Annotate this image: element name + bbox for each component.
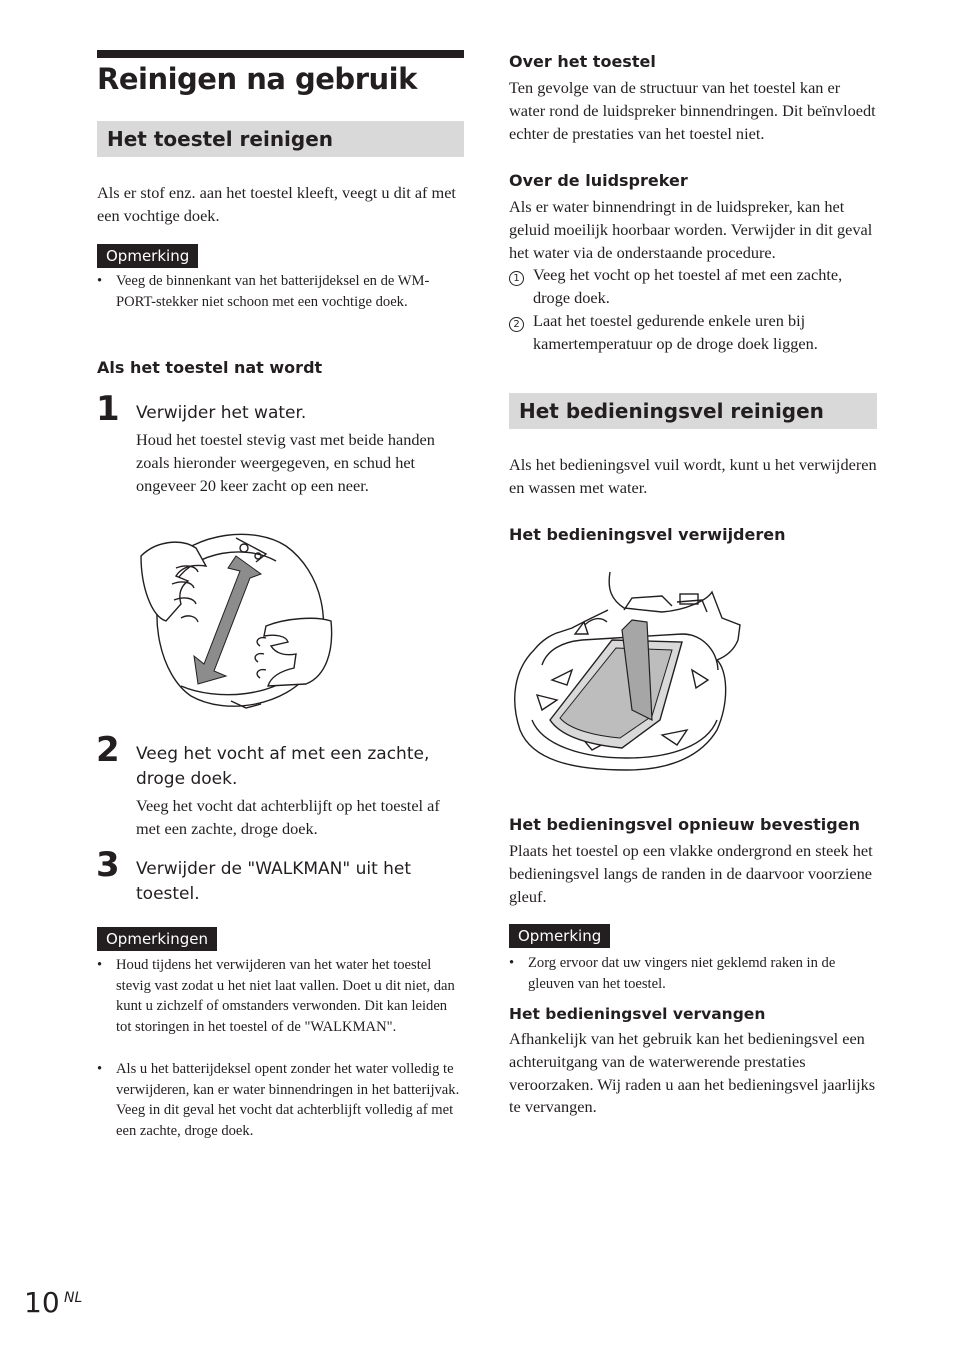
wet-heading: Als het toestel nat wordt — [97, 358, 323, 377]
section-title-device-cleaning: Het toestel reinigen — [97, 121, 464, 157]
speaker-step-1-number: 1 — [509, 271, 524, 286]
device-text: Ten gevolge van de structuur van het toestel kan er water rond de luidspreker binnendringen. Dit beïnvloedt echter de prestaties van het toestel niet. — [509, 78, 876, 143]
notes-bullet-2-text: Als u het batterijdeksel opent zonder het water volledig te verwijderen, kan er water binnendringen in het batterijvak. Veeg in dit geval het vocht dat achterblijft volledig af met een zachte, droge doek. — [116, 1061, 460, 1139]
title-rule — [97, 50, 464, 58]
notes-bullet-2: • Als u het batterijdeksel opent zonder het water volledig te verwijderen, kan er water binnendringen in het batterijvak. Veeg in dit geval het vocht dat achterblijft volledig af met een zachte, droge doek. — [97, 1061, 460, 1139]
step-2-body: Veeg het vocht dat achterblijft op het toestel af met een zachte, droge doek. — [136, 796, 440, 838]
right-note-bullet: • Zorg ervoor dat uw vingers niet geklemd raken in de gleuven van het toestel. — [509, 955, 836, 992]
speaker-step-1-text: Veeg het vocht op het toestel af met een zachte, droge doek. — [533, 265, 843, 307]
remove-heading: Het bedieningsvel verwijderen — [509, 525, 786, 544]
step-2-number: 2 — [96, 730, 119, 770]
replace-heading: Het bedieningsvel vervangen — [509, 1005, 766, 1023]
right-note-label: Opmerking — [509, 924, 610, 948]
step-3-number: 3 — [96, 845, 119, 885]
replace-text: Afhankelijk van het gebruik kan het bedieningsvel een achteruitgang van de waterwerende prestaties veroorzaken. Wij raden u aan het bedieningsvel jaarlijks te vervangen. — [509, 1029, 876, 1117]
note-bullet-text: Veeg de binnenkant van het batterijdeksel en de WM-PORT-stekker niet schoon met een vochtige doek. — [116, 273, 430, 310]
notes-label: Opmerkingen — [97, 927, 217, 951]
speaker-step-2-number: 2 — [509, 317, 524, 332]
reattach-text: Plaats het toestel op een vlakke ondergrond en steek het bedieningsvel langs de randen in de daarvoor voorziene gleuf. — [509, 841, 873, 906]
speaker-step-2-text: Laat het toestel gedurende enkele uren bij kamertemperatuur op de droge doek liggen. — [533, 311, 818, 353]
notes-bullet-1: • Houd tijdens het verwijderen van het water het toestel stevig vast zodat u het niet laat vallen. Doet u dit niet, dan kunt u zichzelf of omstanders verwonden. Dit kan leiden tot storingen in het toestel of de "WALKMAN". — [97, 957, 455, 1035]
shake-device-illustration — [136, 526, 336, 716]
reattach-heading: Het bedieningsvel opnieuw bevestigen — [509, 815, 860, 834]
step-1-body: Houd het toestel stevig vast met beide handen zoals hieronder weergegeven, en schud het ongeveer 20 keer zacht op een neer. — [136, 430, 435, 495]
panel-removal-illustration — [512, 570, 742, 775]
device-heading: Over het toestel — [509, 52, 656, 71]
speaker-text: Als er water binnendringt in de luidspreker, kan het geluid moeilijk hoorbaar worden. Verwijder in dit geval het water via de onderstaande procedure. — [509, 197, 873, 262]
step-1-title: Verwijder het water. — [136, 403, 307, 423]
page-language: NL — [64, 1290, 83, 1306]
speaker-heading: Over de luidspreker — [509, 171, 688, 190]
page-title: Reinigen na gebruik — [97, 62, 417, 96]
panel-intro: Als het bedieningsvel vuil wordt, kunt u het verwijderen en wassen met water. — [509, 455, 877, 497]
note-bullet: • Veeg de binnenkant van het batterijdeksel en de WM-PORT-stekker niet schoon met een vochtige doek. — [97, 273, 430, 310]
step-2-title: Veeg het vocht af met een zachte, droge doek. — [136, 744, 430, 789]
step-3-title: Verwijder de "WALKMAN" uit het toestel. — [136, 859, 412, 904]
right-note-bullet-text: Zorg ervoor dat uw vingers niet geklemd raken in de gleuven van het toestel. — [528, 955, 836, 992]
notes-bullet-1-text: Houd tijdens het verwijderen van het water het toestel stevig vast zodat u het niet laat vallen. Doet u dit niet, dan kunt u zichzelf of omstanders verwonden. Dit kan leiden tot storingen in het toestel of de "WALKMAN". — [116, 957, 455, 1035]
section-title-panel-cleaning: Het bedieningsvel reinigen — [509, 393, 877, 429]
step-1-number: 1 — [96, 389, 119, 429]
note-label: Opmerking — [97, 244, 198, 268]
intro-text: Als er stof enz. aan het toestel kleeft, veegt u dit af met een vochtige doek. — [97, 183, 456, 225]
page-number: 10 — [24, 1286, 60, 1319]
